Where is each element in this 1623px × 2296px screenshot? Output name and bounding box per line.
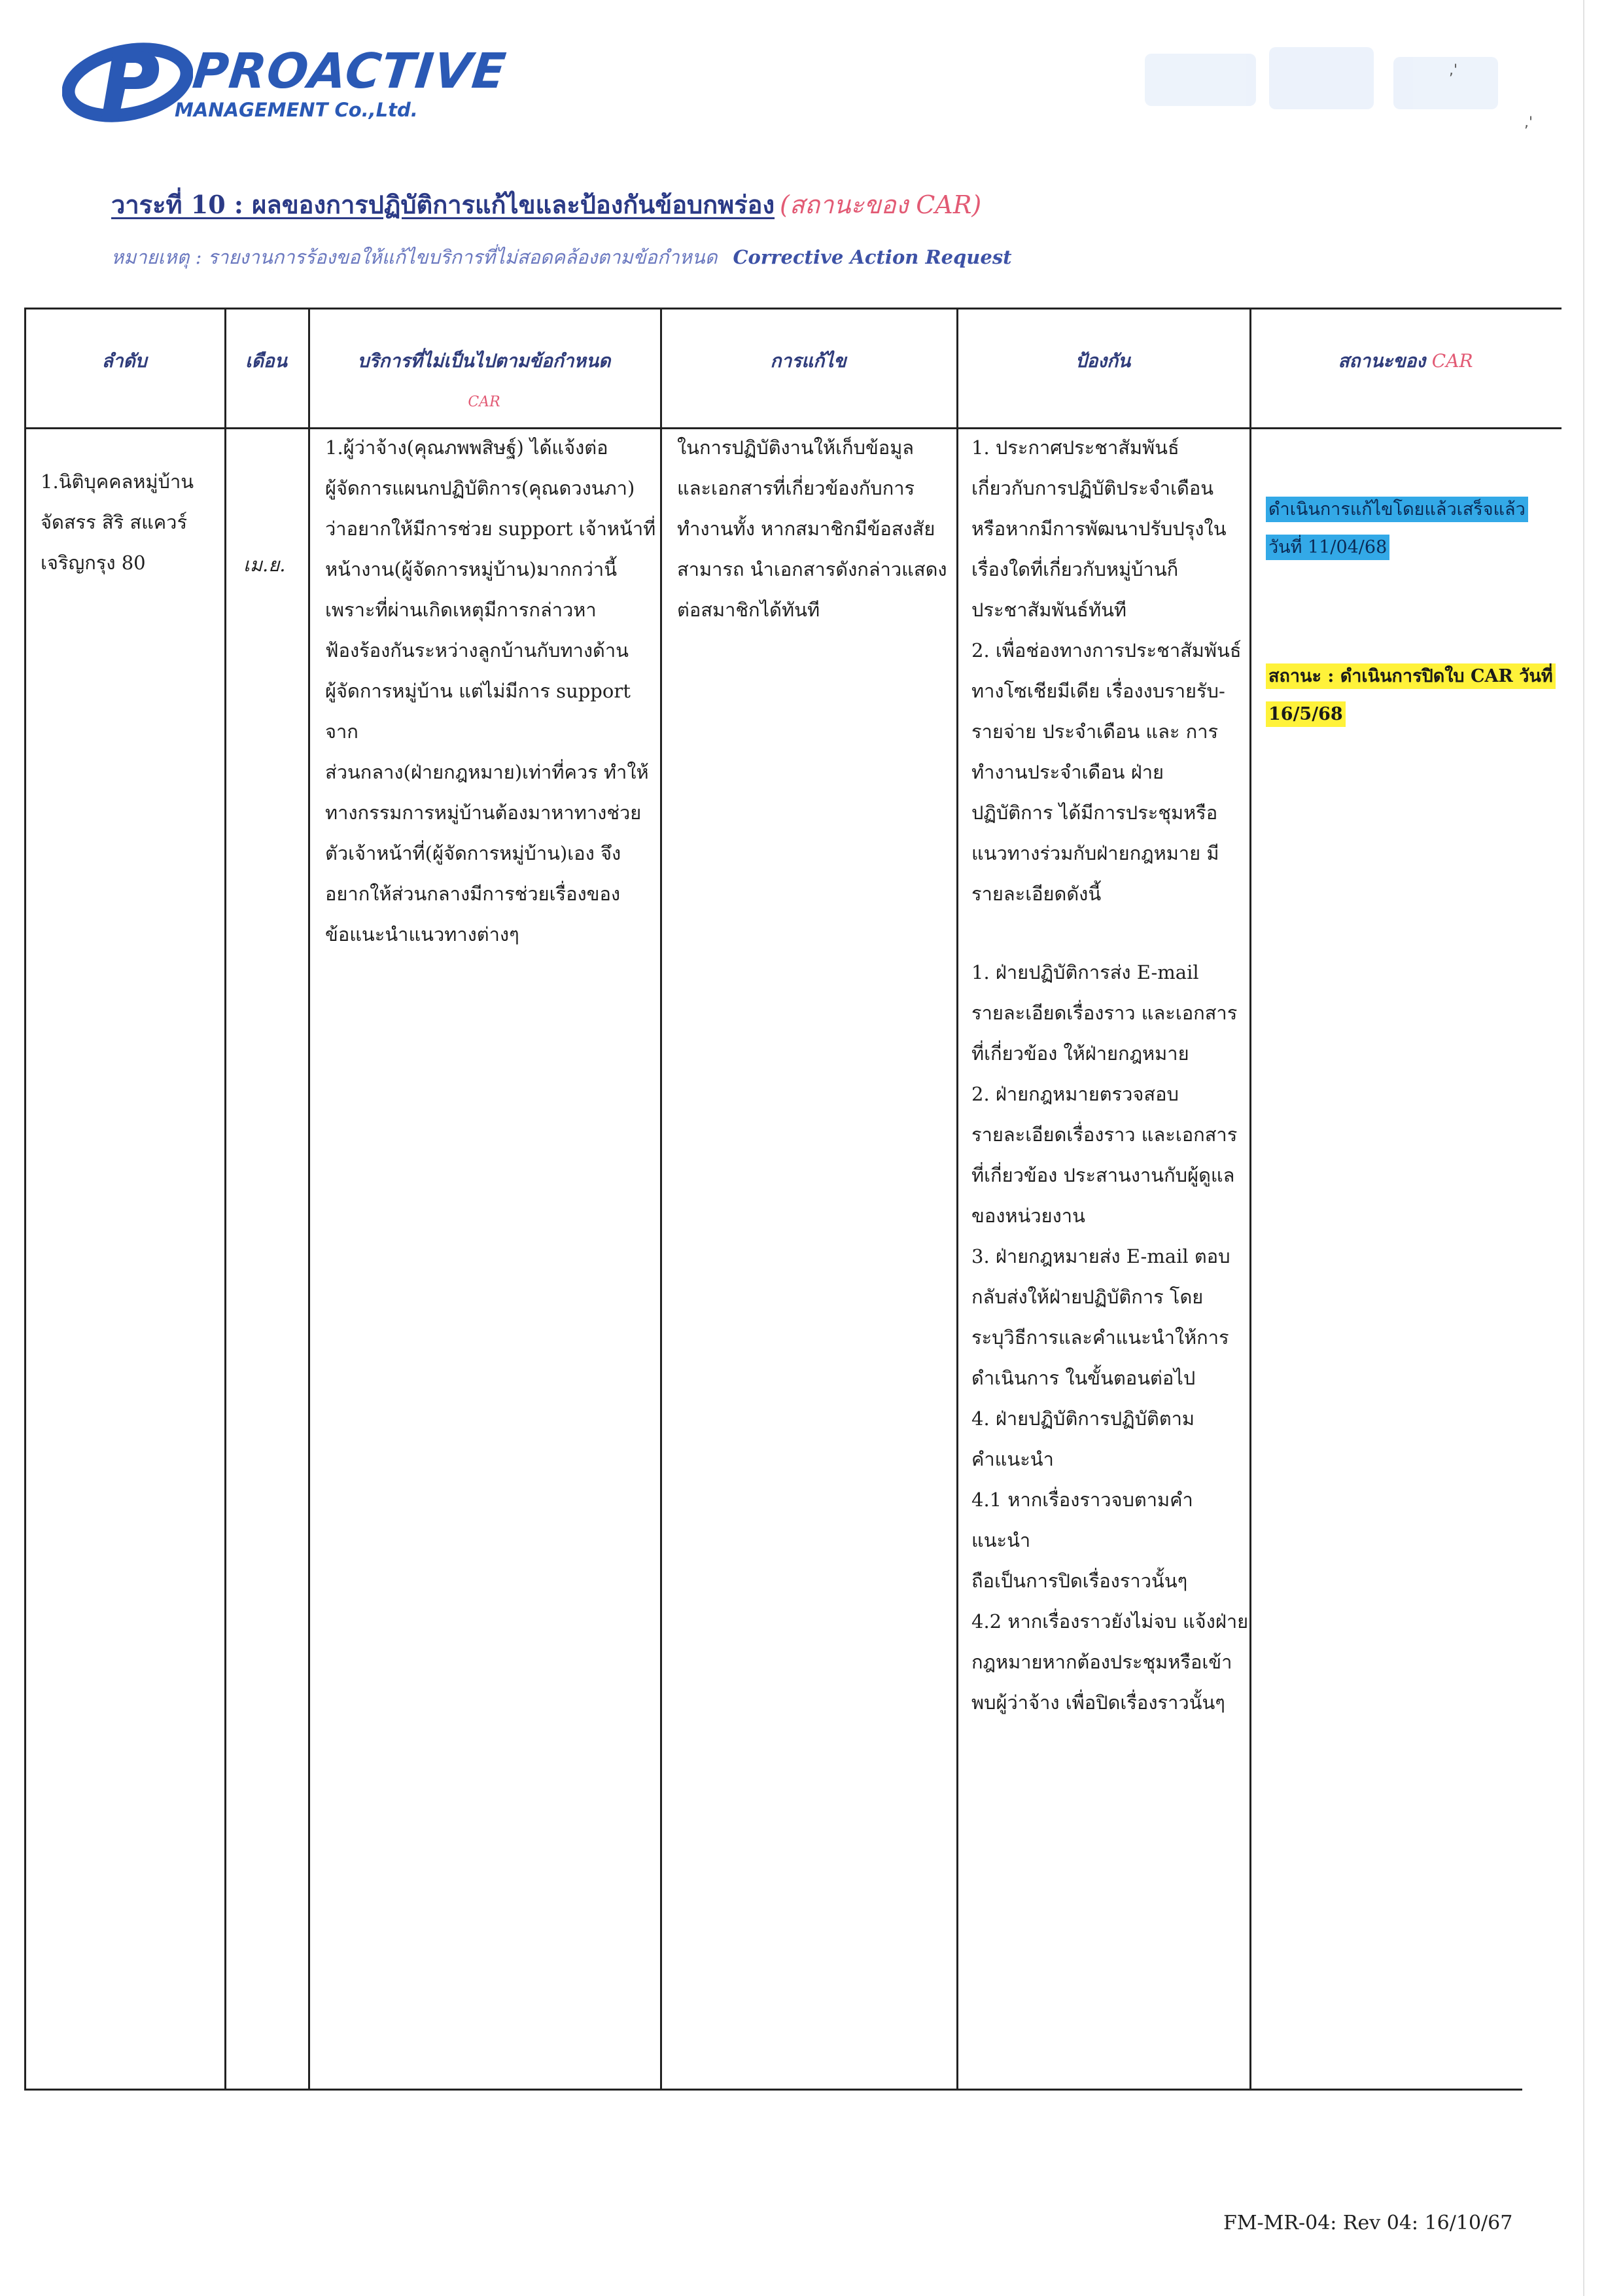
row-no: 1.นิติบุคคลหมู่บ้าน จัดสรร สิริ สแควร์ เจริญกรุง 80 bbox=[41, 470, 194, 574]
row-prevention-part1: 1. ประกาศประชาสัมพันธ์ เกี่ยวกับการปฏิบัติประจำเดือน หรือหากมีการพัฒนาปรับปรุงใน เรื่องใดที่เกี่ยวกับหมู่บ้านก็ ประชาสัมพันธ์ทันที 2. เพื่อช่องทางการประชาสัมพันธ์ ทางโซเชียมีเดีย เรื่องงบรายรับ- รายจ่าย ประจำเดือน และ การ ทำงานประจำเดือน ฝ่าย ปฏิบัติการ ได้มีการประชุมหรือ แนวทางร่วมกับฝ่ายกฎหมาย มี รายละเอียดดังนี้ bbox=[971, 436, 1242, 905]
form-code: FM-MR-04: Rev 04: 16/10/67 bbox=[1223, 2212, 1513, 2234]
header-month: เดือน bbox=[245, 350, 287, 372]
table-border bbox=[24, 308, 1562, 309]
column-divider bbox=[956, 308, 958, 2091]
page-edge bbox=[1583, 0, 1584, 2296]
status-closed-text: สถานะ : ดำเนินการปิดใบ CAR วันที่ bbox=[1266, 663, 1556, 689]
logo-subtitle: MANAGEMENT Co.,Ltd. bbox=[175, 99, 418, 121]
scan-mark: ,' bbox=[1524, 115, 1533, 131]
row-correction: ในการปฏิบัติงานให้เก็บข้อมูล และเอกสารที่เกี่ยวข้องกับการ ทำงานทั้ง หากสมาชิกมีข้อสงสัย สามารถ นำเอกสารดังกล่าวแสดง ต่อสมาชิกได้ทันที bbox=[677, 436, 947, 621]
header-prevention: ป้องกัน bbox=[1075, 350, 1131, 372]
faint-stamp bbox=[1145, 47, 1511, 113]
car-table bbox=[24, 308, 1562, 2091]
note-english: Corrective Action Request bbox=[733, 246, 1012, 268]
header-issue: บริการที่ไม่เป็นไปตามข้อกำหนด bbox=[357, 350, 611, 372]
header-status-car: CAR bbox=[1431, 350, 1473, 372]
column-divider bbox=[1249, 308, 1251, 2091]
scan-mark: ,' bbox=[1449, 62, 1458, 79]
column-divider bbox=[24, 308, 26, 2091]
agenda-title bbox=[111, 185, 981, 224]
column-divider bbox=[308, 308, 310, 2091]
note-thai: หมายเหตุ : รายงานการร้องขอให้แก้ไขบริการที่ไม่สอดคล้องตามข้อกำหนด bbox=[111, 246, 718, 268]
header-status-label: สถานะของ bbox=[1338, 350, 1426, 372]
header-issue-car: CAR bbox=[468, 394, 500, 410]
agenda-main: วาระที่ 10 : ผลของการปฏิบัติการแก้ไขและป้องกันข้อบกพร่อง bbox=[111, 190, 775, 219]
status-closed bbox=[1266, 658, 1556, 733]
table-border bbox=[24, 2089, 1522, 2091]
row-month: เม.ย. bbox=[243, 554, 286, 576]
status-completed-text: ดำเนินการแก้ไขโดยแล้วเสร็จแล้ว bbox=[1266, 497, 1528, 522]
note-line bbox=[111, 242, 1012, 272]
status-closed-date: 16/5/68 bbox=[1266, 701, 1346, 727]
header-status bbox=[1249, 347, 1562, 376]
column-divider bbox=[224, 308, 226, 2091]
company-logo bbox=[62, 31, 509, 130]
logo-name: PROACTIVE bbox=[190, 43, 509, 99]
agenda-status: (สถานะของ CAR) bbox=[780, 190, 982, 219]
logo-mark-icon bbox=[62, 31, 193, 130]
row-issue: 1.ผู้ว่าจ้าง(คุณภพพสิษฐ์) ได้แจ้งต่อ ผู้จัดการแผนกปฏิบัติการ(คุณดวงนภา) ว่าอยากให้มีการช่วย support เจ้าหน้าที่ หน้างาน(ผู้จัดการหมู่บ้าน)มากกว่านี้ เพราะที่ผ่านเกิดเหตุมีการกล่าวหา ฟ้องร้องกันระหว่างลูกบ้านกับทางด้าน ผู้จัดการหมู่บ้าน แต่ไม่มีการ support จาก ส่วนกลาง(ฝ่ายกฎหมาย)เท่าที่ควร ทำให้ ทางกรรมการหมู่บ้านต้องมาหาทางช่วย ตัวเจ้าหน้าที่(ผู้จัดการหมู่บ้าน)เอง จึง อยากให้ส่วนกลางมีการช่วยเรื่องของ ข้อแนะนำแนวทางต่างๆ bbox=[325, 436, 656, 945]
header-correction: การแก้ไข bbox=[770, 350, 846, 372]
row-prevention-part2: 1. ฝ่ายปฏิบัติการส่ง E-mail รายละเอียดเรื่องราว และเอกสาร ที่เกี่ยวข้อง ให้ฝ่ายกฎหมาย 2. ฝ่ายกฎหมายตรวจสอบ รายละเอียดเรื่องราว และเอกสาร ที่เกี่ยวข้อง ประสานงานกับผู้ดูแล ของหน่วยงาน 3. ฝ่ายกฎหมายส่ง E-mail ตอบ กลับส่งให้ฝ่ายปฏิบัติการ โดย ระบุวิธีการและคำแนะนำให้การ ดำเนินการ ในขั้นตอนต่อไป 4. ฝ่ายปฏิบัติการปฏิบัติตาม คำแนะนำ 4.1 หากเรื่องราวจบตามคำแนะนำ ถือเป็นการปิดเรื่องราวนั้นๆ 4.2 หากเรื่องราวยังไม่จบ แจ้งฝ่าย กฎหมายหากต้องประชุมหรือเข้า พบผู้ว่าจ้าง เพื่อปิดเรื่องราวนั้นๆ bbox=[971, 961, 1249, 1714]
column-divider bbox=[660, 308, 662, 2091]
header-no: ลำดับ bbox=[101, 350, 147, 372]
status-completed-date: วันที่ 11/04/68 bbox=[1266, 535, 1389, 560]
status-completed bbox=[1266, 491, 1528, 567]
